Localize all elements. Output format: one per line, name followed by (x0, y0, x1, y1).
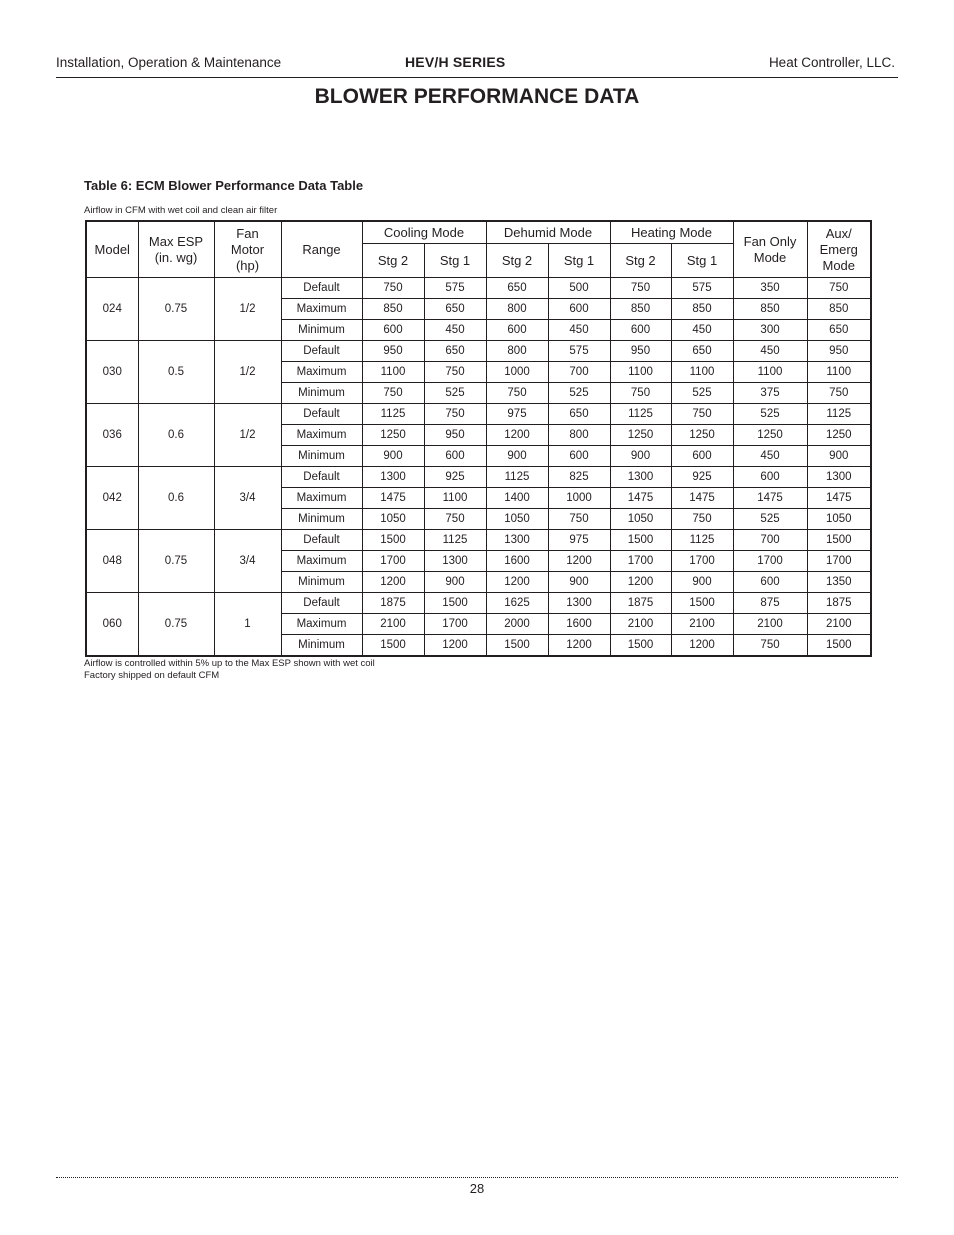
dehumid-stg2-cell: 1400 (486, 488, 548, 509)
cooling-stg2-cell: 1250 (362, 425, 424, 446)
range-cell: Default (281, 530, 362, 551)
fan-only-cell: 350 (733, 278, 807, 299)
range-cell: Maximum (281, 488, 362, 509)
dehumid-stg2-cell: 1625 (486, 593, 548, 614)
cooling-stg2-cell: 850 (362, 299, 424, 320)
model-cell: 042 (86, 467, 138, 530)
fan-only-cell: 875 (733, 593, 807, 614)
dehumid-stg2-cell: 1200 (486, 572, 548, 593)
dehumid-stg1-cell: 450 (548, 320, 610, 341)
heating-stg2-cell: 1500 (610, 635, 671, 657)
cooling-stg2-cell: 1700 (362, 551, 424, 572)
aux-emerg-cell: 750 (807, 383, 871, 404)
cooling-stg1-cell: 1100 (424, 488, 486, 509)
col-header-heating-stg2: Stg 2 (610, 244, 671, 278)
table-row (86, 593, 871, 614)
range-cell: Default (281, 593, 362, 614)
dehumid-stg1-cell: 1600 (548, 614, 610, 635)
aux-emerg-cell: 950 (807, 341, 871, 362)
blower-performance-table (85, 220, 872, 657)
fan-only-cell: 1475 (733, 488, 807, 509)
dehumid-stg2-cell: 600 (486, 320, 548, 341)
heating-stg2-cell: 1050 (610, 509, 671, 530)
fan-motor-cell: 1/2 (214, 341, 281, 404)
dehumid-stg2-cell: 800 (486, 341, 548, 362)
aux-emerg-cell: 1100 (807, 362, 871, 383)
table-subtitle: Airflow in CFM with wet coil and clean air filter (84, 205, 278, 216)
col-header-fan-only-mode: Fan Only Mode (733, 221, 807, 278)
cooling-stg1-cell: 450 (424, 320, 486, 341)
fan-only-cell: 750 (733, 635, 807, 657)
col-header-heating-stg1: Stg 1 (671, 244, 733, 278)
cooling-stg1-cell: 600 (424, 446, 486, 467)
table-row (86, 341, 871, 362)
col-header-dehumid-stg1: Stg 1 (548, 244, 610, 278)
cooling-stg2-cell: 1200 (362, 572, 424, 593)
dehumid-stg1-cell: 750 (548, 509, 610, 530)
range-cell: Minimum (281, 446, 362, 467)
aux-emerg-cell: 650 (807, 320, 871, 341)
heating-stg2-cell: 1700 (610, 551, 671, 572)
range-cell: Minimum (281, 572, 362, 593)
heating-stg1-cell: 450 (671, 320, 733, 341)
cooling-stg1-cell: 750 (424, 362, 486, 383)
model-cell: 036 (86, 404, 138, 467)
heating-stg1-cell: 1475 (671, 488, 733, 509)
heating-stg1-cell: 900 (671, 572, 733, 593)
fan-only-cell: 600 (733, 572, 807, 593)
col-header-heating-mode: Heating Mode (610, 221, 733, 244)
cooling-stg1-cell: 1125 (424, 530, 486, 551)
heating-stg1-cell: 1500 (671, 593, 733, 614)
model-cell: 030 (86, 341, 138, 404)
range-cell: Minimum (281, 635, 362, 657)
dehumid-stg1-cell: 1200 (548, 551, 610, 572)
table-row (86, 530, 871, 551)
cooling-stg2-cell: 1500 (362, 530, 424, 551)
range-cell: Minimum (281, 509, 362, 530)
aux-emerg-cell: 2100 (807, 614, 871, 635)
cooling-stg2-cell: 1125 (362, 404, 424, 425)
heating-stg1-cell: 1200 (671, 635, 733, 657)
aux-emerg-cell: 1500 (807, 635, 871, 657)
fan-only-cell: 1700 (733, 551, 807, 572)
heating-stg1-cell: 850 (671, 299, 733, 320)
fan-motor-cell: 3/4 (214, 530, 281, 593)
cooling-stg2-cell: 1875 (362, 593, 424, 614)
cooling-stg1-cell: 750 (424, 404, 486, 425)
max-esp-cell: 0.6 (138, 467, 214, 530)
heating-stg1-cell: 1250 (671, 425, 733, 446)
aux-emerg-cell: 1050 (807, 509, 871, 530)
dehumid-stg1-cell: 700 (548, 362, 610, 383)
header-series-title: HEV/H SERIES (405, 54, 506, 70)
col-header-dehumid-stg2: Stg 2 (486, 244, 548, 278)
dehumid-stg1-cell: 525 (548, 383, 610, 404)
dehumid-stg2-cell: 650 (486, 278, 548, 299)
table-row (86, 467, 871, 488)
cooling-stg1-cell: 650 (424, 341, 486, 362)
table-title: Table 6: ECM Blower Performance Data Table (84, 178, 364, 193)
cooling-stg2-cell: 750 (362, 383, 424, 404)
range-cell: Default (281, 341, 362, 362)
heating-stg2-cell: 1875 (610, 593, 671, 614)
table-body (86, 278, 871, 657)
note-factory-default: Factory shipped on default CFM (84, 670, 220, 681)
cooling-stg1-cell: 525 (424, 383, 486, 404)
fan-motor-cell: 1 (214, 593, 281, 657)
dehumid-stg2-cell: 1300 (486, 530, 548, 551)
dehumid-stg1-cell: 600 (548, 446, 610, 467)
heating-stg2-cell: 1125 (610, 404, 671, 425)
heating-stg1-cell: 650 (671, 341, 733, 362)
fan-only-cell: 2100 (733, 614, 807, 635)
model-cell: 048 (86, 530, 138, 593)
table-notes (84, 658, 375, 682)
fan-only-cell: 300 (733, 320, 807, 341)
fan-only-cell: 700 (733, 530, 807, 551)
dehumid-stg2-cell: 1000 (486, 362, 548, 383)
page-title: BLOWER PERFORMANCE DATA (314, 85, 640, 108)
fan-only-cell: 600 (733, 467, 807, 488)
heating-stg2-cell: 1200 (610, 572, 671, 593)
heating-stg1-cell: 525 (671, 383, 733, 404)
heating-stg1-cell: 575 (671, 278, 733, 299)
heating-stg1-cell: 2100 (671, 614, 733, 635)
col-header-range: Range (281, 221, 362, 278)
aux-emerg-cell: 1300 (807, 467, 871, 488)
range-cell: Maximum (281, 551, 362, 572)
cooling-stg2-cell: 750 (362, 278, 424, 299)
cooling-stg2-cell: 1050 (362, 509, 424, 530)
range-cell: Maximum (281, 425, 362, 446)
cooling-stg2-cell: 900 (362, 446, 424, 467)
heating-stg1-cell: 600 (671, 446, 733, 467)
range-cell: Default (281, 467, 362, 488)
dehumid-stg1-cell: 500 (548, 278, 610, 299)
aux-emerg-cell: 1350 (807, 572, 871, 593)
cooling-stg2-cell: 600 (362, 320, 424, 341)
cooling-stg1-cell: 650 (424, 299, 486, 320)
heating-stg2-cell: 1475 (610, 488, 671, 509)
col-header-fan-motor: Fan Motor (hp) (214, 221, 281, 278)
fan-motor-cell: 1/2 (214, 278, 281, 341)
fan-only-cell: 1100 (733, 362, 807, 383)
header-left-text: Installation, Operation & Maintenance (56, 55, 282, 70)
col-header-cooling-mode: Cooling Mode (362, 221, 486, 244)
note-airflow-control: Airflow is controlled within 5% up to the Max ESP shown with wet coil (84, 658, 375, 669)
col-header-model: Model (86, 221, 138, 278)
dehumid-stg2-cell: 800 (486, 299, 548, 320)
table-header-row (86, 221, 871, 244)
dehumid-stg2-cell: 975 (486, 404, 548, 425)
fan-only-cell: 450 (733, 446, 807, 467)
max-esp-cell: 0.6 (138, 404, 214, 467)
cooling-stg2-cell: 950 (362, 341, 424, 362)
heating-stg2-cell: 900 (610, 446, 671, 467)
heating-stg2-cell: 1100 (610, 362, 671, 383)
max-esp-cell: 0.75 (138, 530, 214, 593)
col-header-dehumid-mode: Dehumid Mode (486, 221, 610, 244)
dehumid-stg2-cell: 2000 (486, 614, 548, 635)
aux-emerg-cell: 1250 (807, 425, 871, 446)
fan-only-cell: 1250 (733, 425, 807, 446)
dehumid-stg1-cell: 825 (548, 467, 610, 488)
dehumid-stg2-cell: 1500 (486, 635, 548, 657)
cooling-stg1-cell: 575 (424, 278, 486, 299)
aux-emerg-cell: 1500 (807, 530, 871, 551)
header-rule (56, 77, 898, 78)
range-cell: Default (281, 278, 362, 299)
max-esp-cell: 0.75 (138, 278, 214, 341)
dehumid-stg2-cell: 900 (486, 446, 548, 467)
cooling-stg1-cell: 750 (424, 509, 486, 530)
aux-emerg-cell: 1475 (807, 488, 871, 509)
heating-stg2-cell: 850 (610, 299, 671, 320)
table-row (86, 278, 871, 299)
range-cell: Maximum (281, 614, 362, 635)
heating-stg2-cell: 600 (610, 320, 671, 341)
aux-emerg-cell: 1875 (807, 593, 871, 614)
dehumid-stg2-cell: 1600 (486, 551, 548, 572)
cooling-stg2-cell: 2100 (362, 614, 424, 635)
aux-emerg-cell: 900 (807, 446, 871, 467)
fan-motor-cell: 1/2 (214, 404, 281, 467)
cooling-stg1-cell: 1500 (424, 593, 486, 614)
heating-stg1-cell: 925 (671, 467, 733, 488)
cooling-stg2-cell: 1300 (362, 467, 424, 488)
aux-emerg-cell: 1700 (807, 551, 871, 572)
table-row (86, 404, 871, 425)
page-number: 28 (469, 1181, 485, 1196)
heating-stg1-cell: 1700 (671, 551, 733, 572)
range-cell: Maximum (281, 299, 362, 320)
dehumid-stg2-cell: 1050 (486, 509, 548, 530)
cooling-stg1-cell: 900 (424, 572, 486, 593)
dehumid-stg1-cell: 900 (548, 572, 610, 593)
max-esp-cell: 0.5 (138, 341, 214, 404)
dehumid-stg2-cell: 1125 (486, 467, 548, 488)
dehumid-stg1-cell: 1000 (548, 488, 610, 509)
fan-only-cell: 525 (733, 404, 807, 425)
heating-stg1-cell: 1125 (671, 530, 733, 551)
fan-only-cell: 850 (733, 299, 807, 320)
dehumid-stg2-cell: 750 (486, 383, 548, 404)
heating-stg2-cell: 750 (610, 278, 671, 299)
range-cell: Maximum (281, 362, 362, 383)
dehumid-stg1-cell: 600 (548, 299, 610, 320)
heating-stg1-cell: 750 (671, 509, 733, 530)
fan-only-cell: 375 (733, 383, 807, 404)
heating-stg2-cell: 1250 (610, 425, 671, 446)
heating-stg1-cell: 750 (671, 404, 733, 425)
cooling-stg1-cell: 1700 (424, 614, 486, 635)
dehumid-stg1-cell: 650 (548, 404, 610, 425)
aux-emerg-cell: 750 (807, 278, 871, 299)
fan-only-cell: 450 (733, 341, 807, 362)
heating-stg2-cell: 1500 (610, 530, 671, 551)
fan-only-cell: 525 (733, 509, 807, 530)
aux-emerg-cell: 1125 (807, 404, 871, 425)
col-header-aux-emerg-mode: Aux/ Emerg Mode (807, 221, 871, 278)
model-cell: 024 (86, 278, 138, 341)
max-esp-cell: 0.75 (138, 593, 214, 657)
range-cell: Default (281, 404, 362, 425)
range-cell: Minimum (281, 320, 362, 341)
heating-stg2-cell: 750 (610, 383, 671, 404)
dehumid-stg1-cell: 800 (548, 425, 610, 446)
cooling-stg1-cell: 1200 (424, 635, 486, 657)
heating-stg2-cell: 950 (610, 341, 671, 362)
dehumid-stg1-cell: 1200 (548, 635, 610, 657)
cooling-stg2-cell: 1475 (362, 488, 424, 509)
cooling-stg1-cell: 1300 (424, 551, 486, 572)
dehumid-stg2-cell: 1200 (486, 425, 548, 446)
dehumid-stg1-cell: 975 (548, 530, 610, 551)
range-cell: Minimum (281, 383, 362, 404)
cooling-stg1-cell: 925 (424, 467, 486, 488)
col-header-max-esp: Max ESP (in. wg) (138, 221, 214, 278)
aux-emerg-cell: 850 (807, 299, 871, 320)
model-cell: 060 (86, 593, 138, 657)
col-header-cooling-stg2: Stg 2 (362, 244, 424, 278)
cooling-stg2-cell: 1500 (362, 635, 424, 657)
cooling-stg2-cell: 1100 (362, 362, 424, 383)
cooling-stg1-cell: 950 (424, 425, 486, 446)
fan-motor-cell: 3/4 (214, 467, 281, 530)
footer-dotted-rule (56, 1177, 898, 1178)
dehumid-stg1-cell: 1300 (548, 593, 610, 614)
dehumid-stg1-cell: 575 (548, 341, 610, 362)
col-header-cooling-stg1: Stg 1 (424, 244, 486, 278)
header-company-name: Heat Controller, LLC. (768, 55, 895, 70)
heating-stg2-cell: 1300 (610, 467, 671, 488)
heating-stg2-cell: 2100 (610, 614, 671, 635)
heating-stg1-cell: 1100 (671, 362, 733, 383)
